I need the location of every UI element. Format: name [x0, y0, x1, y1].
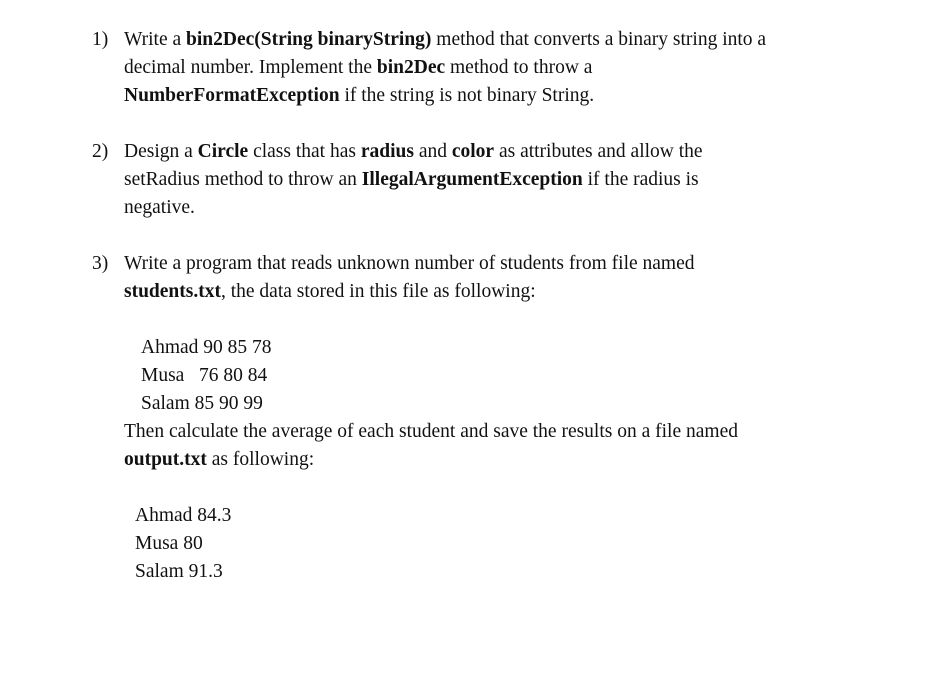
text-run-bold: radius	[360, 141, 414, 162]
text-run-bold: bin2Dec(String binaryString)	[186, 29, 432, 50]
question-1-number: 1)	[92, 29, 109, 50]
text-line	[124, 250, 852, 278]
question-3-number: 3)	[92, 253, 109, 274]
text-line	[124, 278, 852, 306]
students-file-sample	[141, 334, 272, 418]
text-run: Write a	[124, 29, 187, 50]
sample-row: Musa 80	[135, 533, 203, 554]
question-1-text	[124, 26, 852, 110]
text-line	[124, 138, 852, 166]
text-run: Then calculate the average of each student and save the results on a file named	[124, 421, 738, 442]
text-run: and	[413, 141, 452, 162]
text-run: class that has	[248, 141, 361, 162]
text-run-bold: output.txt	[124, 449, 207, 470]
text-run: Design a	[124, 141, 198, 162]
text-run-bold: bin2Dec	[376, 57, 446, 78]
sample-row: Salam 85 90 99	[141, 393, 263, 414]
question-2-text	[124, 138, 852, 222]
text-run-bold: IllegalArgumentException	[361, 169, 583, 190]
text-run-bold: Circle	[197, 141, 249, 162]
text-run: Write a program that reads unknown number of students from file named	[124, 253, 695, 274]
text-run: negative.	[124, 197, 195, 218]
question-3-text	[124, 250, 852, 306]
sample-row: Ahmad 90 85 78	[141, 337, 272, 358]
text-run: as following:	[206, 449, 315, 470]
text-run: method to throw a	[445, 57, 593, 78]
text-run-bold: students.txt	[124, 281, 221, 302]
text-run: as attributes and allow the	[494, 141, 703, 162]
output-instructions	[124, 418, 738, 474]
output-file-sample	[135, 502, 231, 586]
text-run: decimal number. Implement the	[124, 57, 377, 78]
text-run: setRadius method to throw an	[124, 169, 362, 190]
text-line	[124, 166, 852, 194]
sample-row: Salam 91.3	[135, 561, 223, 582]
text-line	[124, 26, 852, 54]
text-line	[124, 54, 852, 82]
question-2	[92, 138, 852, 222]
text-run: , the data stored in this file as following:	[220, 281, 536, 302]
sample-row: Ahmad 84.3	[135, 505, 232, 526]
text-run: method that converts a binary string into a	[431, 29, 767, 50]
question-2-number: 2)	[92, 141, 109, 162]
text-run: if the radius is	[582, 169, 699, 190]
text-run-bold: color	[451, 141, 495, 162]
text-line	[124, 418, 738, 446]
text-run: if the string is not binary String.	[339, 85, 595, 106]
text-line	[124, 446, 738, 474]
text-line	[124, 82, 852, 110]
question-1	[92, 26, 852, 110]
question-3	[92, 250, 852, 306]
text-line	[124, 194, 852, 222]
sample-row: Musa 76 80 84	[141, 365, 268, 386]
text-run-bold: NumberFormatException	[124, 85, 340, 106]
